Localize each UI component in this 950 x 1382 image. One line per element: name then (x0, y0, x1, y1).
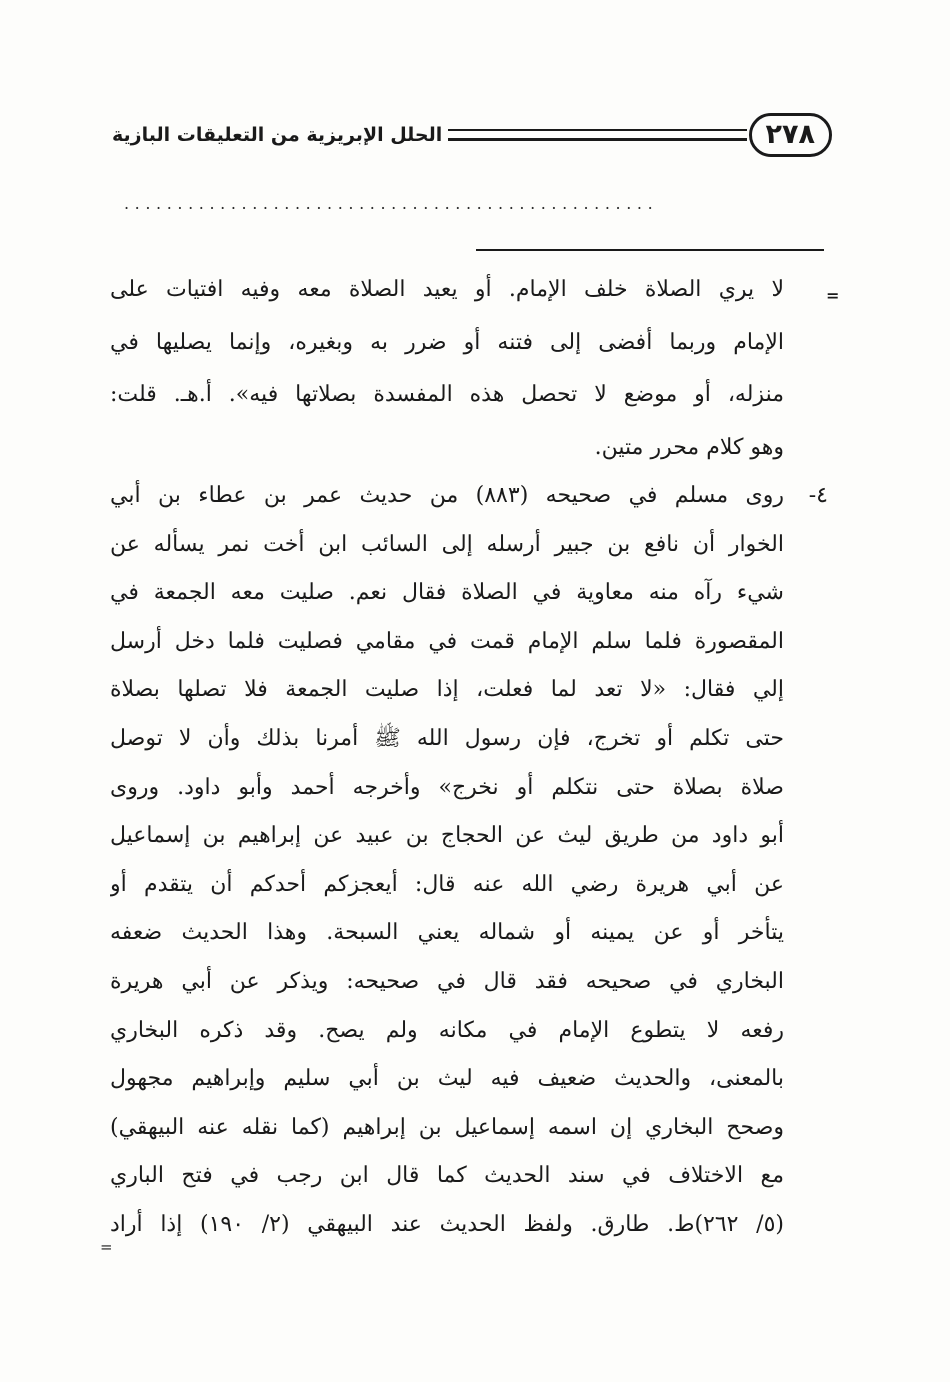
text-line: إلي فقال: «لا تعد لما فعلت، إذا صليت الجمعة فلا تصلها بصلاة (110, 677, 784, 703)
text-line: رفعه لا يتطوع الإمام في مكانه ولم يصح. وقد ذكره البخاري (110, 1017, 784, 1043)
page-header (112, 112, 832, 158)
item-number: ٤- (808, 483, 828, 508)
text-line: حتى تكلم أو تخرج، فإن رسول الله ﷺ أمرنا بذلك وأن لا توصل (110, 726, 784, 751)
text-line: المقصورة فلما سلم الإمام قمت في مقامي فصليت فلما دخل أرسل (110, 628, 784, 654)
text-line: الإمام وربما أفضى إلى فتنه أو ضرر به وبغيره، وإنما يصليها في (110, 329, 784, 355)
text-line: بالمعنى، والحديث ضعيف فيه ليث بن أبي سليم وإبراهيم مجهول (110, 1066, 784, 1092)
footnote-rule (476, 249, 824, 251)
text-line: يتأخر أو عن يمينه أو شماله يعني السبحة. وهذا الحديث ضعفه (110, 920, 784, 946)
header-rule (448, 129, 746, 141)
text-line: شيء رآه منه معاوية في الصلاة فقال نعم. صليت معه الجمعة في (110, 580, 784, 606)
text-line: روى مسلم في صحيحه (٨٨٣) من حديث عمر بن عطاء بن أبي (110, 483, 784, 508)
text-line: وصحح البخاري إن اسمه إسماعيل بن إبراهيم (كما نقله عنه البيهقي) (110, 1114, 784, 1140)
page-number: ٢٧٨ (749, 113, 832, 157)
text-line: وهو كلام محرر متين. (594, 434, 784, 460)
text-line: عن أبي هريرة رضي الله عنه قال: أيعجزكم أحدكم أن يتقدم أو (110, 871, 784, 897)
text-line: أبو داود من طريق ليث عن الحجاج بن عبيد عن إبراهيم بن إسماعيل (110, 823, 784, 849)
continuation-mark: = (826, 286, 840, 305)
text-line: صلاة بصلاة حتى نتكلم أو نخرج» وأخرجه أحمد وأبو داود. وروى (110, 774, 784, 800)
book-title: الحلل الإبريزية من التعليقات البازية (112, 124, 443, 146)
text-line: الخوار أن نافع بن جبير أرسله إلى السائب ابن أخت نمر يسأله عن (110, 531, 784, 557)
text-line: (٥/ ٢٦٢)ط. طارق. ولفظ الحديث عند البيهقي (٢/ ١٩٠) إذا أراد (110, 1212, 784, 1237)
text-line: البخاري في صحيحه فقد قال في صحيحه: ويذكر عن أبي هريرة (110, 969, 784, 994)
footnote-separator-dots: .................................................. (124, 194, 659, 213)
footnote-continuation-mark: = (100, 1238, 113, 1256)
text-line: منزله، أو موضع لا تحصل هذه المفسدة بصلاتها فيه». أ.هـ. قلت: (110, 382, 784, 407)
text-line: مع الاختلاف في سند الحديث كما قال ابن رجب في فتح الباري (110, 1163, 784, 1189)
text-line: لا يري الصلاة خلف الإمام. أو يعيد الصلاة معه وفيه افتيات على (110, 277, 784, 302)
